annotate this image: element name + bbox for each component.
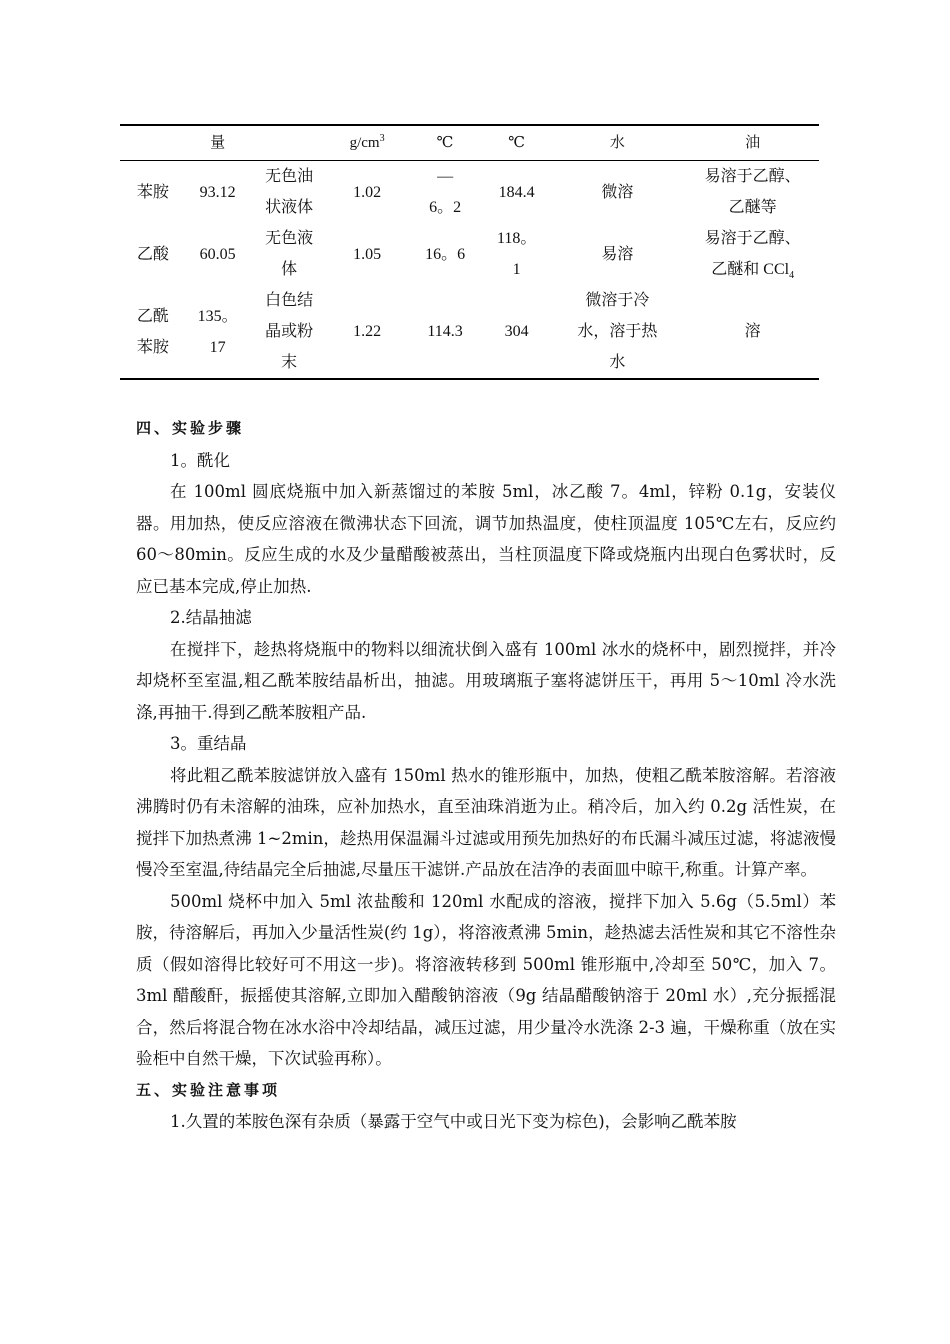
table-row [120,223,819,285]
table-header-row [120,125,819,161]
table-row [120,285,819,379]
density-unit-exponent: 3 [379,133,385,144]
header-cell-mp: ℃ [405,125,485,161]
paragraph: 500ml 烧杯中加入 5ml 浓盐酸和 120ml 水配成的溶液，搅拌下加入 5.6g（5.5ml）苯胺，待溶解后，再加入少量活性炭(约 1g），将溶液煮沸 5min，趁热滤去活性炭和其它不溶性杂质（假如溶得比较好可不用这一步)。将溶液转移到 500ml 锥形瓶中,冷却至 50℃，加入 7。3ml 醋酸酐，振摇使其溶解,立即加入醋酸钠溶液（9g 结晶醋酸钠溶于 20ml 水）,充分振摇混合，然后将混合物在冰水浴中冷却结晶，减压过滤，用少量冷水洗涤 2-3 遍，干燥称重（放在实验柜中自然干燥，下次试验再称）。 [136,891,836,1068]
cell-density: 1.22 [329,285,405,379]
table-row [120,161,819,224]
paragraph: 将此粗乙酰苯胺滤饼放入盛有 150ml 热水的锥形瓶中，加热，使粗乙酰苯胺溶解。若溶液沸腾时仍有未溶解的油珠，应补加热水，直至油珠消逝为止。稍冷后，加入约 0.2g 活性炭，在搅拌下加热煮沸 1~2min，趁热用保温漏斗过滤或用预先加热好的布氏漏斗减压过滤，将滤液慢慢冷至室温,待结晶完全后抽滤,尽量压干滤饼.产品放在洁净的表面皿中晾干,称重。计算产率。 [136,765,836,879]
cell-name: 苯胺 [136,183,169,201]
cell-bp: 304 [485,285,549,379]
header-cell-density [329,125,405,161]
cell-mass: 135。 17 [186,285,250,379]
cell-oil: 易溶于乙醇、 乙醚等 [704,168,801,216]
cell-water: 微溶于冷 水，溶于热 水 [548,285,686,379]
header-cell-water: 水 [548,125,686,161]
cell-name: 乙酰 苯胺 [120,285,186,379]
step-title: 3。重结晶 [170,734,247,753]
cell-mp: 114.3 [405,285,485,379]
cell-mp: 16。6 [425,245,466,263]
properties-table [120,124,819,380]
density-unit: g/cm [349,135,380,151]
paragraph: 1.久置的苯胺色深有杂质（暴露于空气中或日光下变为棕色)，会影响乙酰苯胺 [170,1112,737,1131]
cell-density: 1.05 [353,245,382,263]
cell-name: 乙酸 [136,245,169,263]
cell-oil: 溶 [686,285,819,379]
cell-mass: 60.05 [199,245,236,263]
cell-state: 白色结 晶或粉 末 [249,285,329,379]
cell-bp: 118。 1 [496,230,537,278]
paragraph: 在 100ml 圆底烧瓶中加入新蒸馏过的苯胺 5ml，冰乙酸 7。4ml，锌粉 0.1g，安装仪器。用加热，使反应溶液在微沸状态下回流，调节加热温度，使柱顶温度 105℃左右，反应约 60～80min。反应生成的水及少量醋酸被蒸出，当柱顶温度下降或烧瓶内出现白色雾状时，反应已基本完成,停止加热. [136,482,836,596]
header-cell [120,125,186,161]
cell-mp: — 6。2 [429,168,462,216]
cell-oil: 易溶于乙醇、 乙醚和 CCl$_4$ [704,230,801,282]
section-heading: 四、实验步骤 [136,419,245,437]
cell-mass: 93.12 [199,183,236,201]
header-cell-mass: 量 [186,125,250,161]
header-cell-bp: ℃ [485,125,549,161]
section-heading: 五、实验注意事项 [136,1080,281,1099]
header-cell-state [249,125,329,161]
cell-water: 易溶 [601,245,634,263]
step-title: 1。酰化 [170,450,230,470]
cell-water: 微溶 [601,183,634,201]
cell-density: 1.02 [353,183,382,201]
step-title: 2.结晶抽滤 [170,608,252,627]
cell-bp: 184.4 [498,183,535,201]
subscript-4: 4 [789,270,795,282]
cell-state: 无色液 体 [265,230,314,278]
cell-state: 无色油 状液体 [265,168,314,216]
body-text [136,413,836,1138]
paragraph: 在搅拌下，趁热将烧瓶中的物料以细流状倒入盛有 100ml 冰水的烧杯中，剧烈搅拌，并冷却烧杯至室温,粗乙酰苯胺结晶析出，抽滤。用玻璃瓶子塞将滤饼压干，再用 5～10ml 冷水洗涤,再抽干.得到乙酰苯胺粗产品. [136,639,836,722]
header-cell-oil: 油 [686,125,819,161]
